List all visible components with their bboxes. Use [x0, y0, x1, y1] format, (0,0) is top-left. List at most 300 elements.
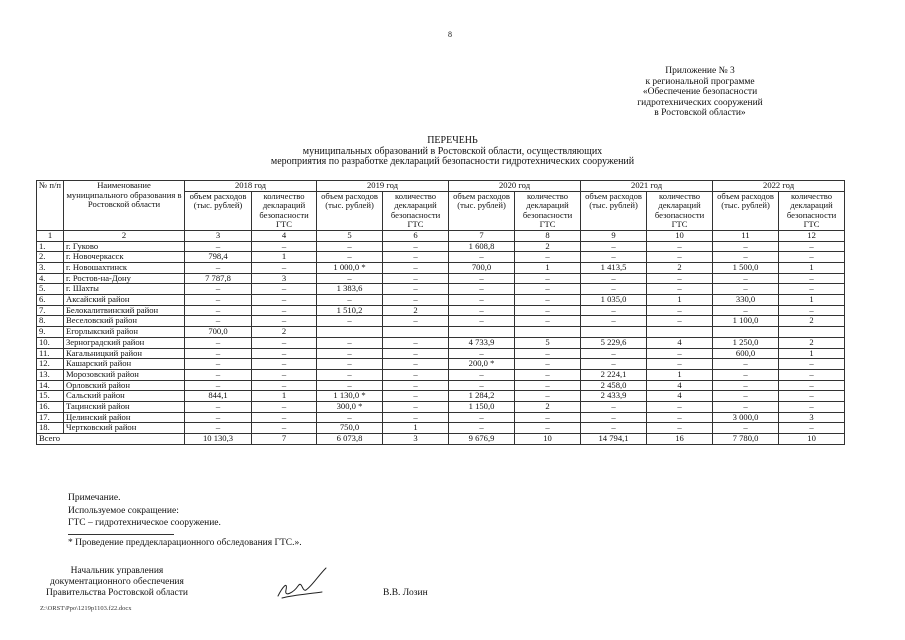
count-cell: –: [515, 369, 581, 380]
count-cell: –: [515, 391, 581, 402]
volume-cell: 1 100,0: [713, 316, 779, 327]
note-line: ГТС – гидротехническое сооружение.: [68, 518, 221, 528]
count-cell: –: [383, 284, 449, 295]
volume-cell: 300,0 *: [317, 401, 383, 412]
table-body: [37, 230, 845, 444]
column-number: 7: [449, 230, 515, 241]
count-cell: 2: [515, 241, 581, 252]
volume-cell: –: [449, 284, 515, 295]
volume-cell: –: [185, 359, 252, 370]
count-cell: –: [779, 241, 845, 252]
volume-cell: –: [713, 380, 779, 391]
volume-cell: –: [713, 423, 779, 434]
count-cell: 1: [779, 263, 845, 274]
count-cell: –: [647, 273, 713, 284]
municipality-name: г. Шахты: [64, 284, 185, 295]
volume-cell: 1 500,0: [713, 263, 779, 274]
appendix-header: [590, 66, 810, 119]
volume-cell: 844,1: [185, 391, 252, 402]
count-cell: –: [252, 316, 317, 327]
count-cell: 4: [647, 380, 713, 391]
footnote: * Проведение преддекларационного обследования ГТС.».: [68, 538, 302, 548]
table-row: [37, 316, 845, 327]
appendix-line: «Обеспечение безопасности: [642, 87, 758, 97]
column-number: 6: [383, 230, 449, 241]
total-volume: 6 073,8: [317, 434, 383, 445]
volume-cell: –: [185, 401, 252, 412]
header-year: 2018 год: [185, 181, 317, 192]
volume-cell: –: [581, 284, 647, 295]
volume-cell: 750,0: [317, 423, 383, 434]
count-cell: –: [515, 380, 581, 391]
row-number: 12.: [37, 359, 64, 370]
volume-cell: –: [581, 412, 647, 423]
municipality-name: Сальский район: [64, 391, 185, 402]
signatory-name: В.В. Лозин: [383, 588, 428, 598]
municipality-name: г. Гуково: [64, 241, 185, 252]
volume-cell: 4 733,9: [449, 337, 515, 348]
count-cell: –: [383, 380, 449, 391]
volume-cell: 3 000,0: [713, 412, 779, 423]
volume-cell: –: [185, 263, 252, 274]
signatory-line: Правительства Ростовской области: [46, 587, 188, 598]
municipality-name: Веселовский район: [64, 316, 185, 327]
count-cell: –: [252, 263, 317, 274]
volume-cell: –: [317, 241, 383, 252]
volume-cell: 1 608,8: [449, 241, 515, 252]
count-cell: –: [647, 412, 713, 423]
count-cell: 2: [779, 316, 845, 327]
count-cell: –: [252, 337, 317, 348]
total-volume: 9 676,9: [449, 434, 515, 445]
header-name: Наименование муниципального образования в Ростовской области: [64, 181, 185, 231]
municipality-name: Кашарский район: [64, 359, 185, 370]
signatory-block: [46, 566, 188, 598]
volume-cell: –: [581, 316, 647, 327]
count-cell: –: [383, 241, 449, 252]
volume-cell: –: [713, 273, 779, 284]
table-row: [37, 401, 845, 412]
count-cell: –: [779, 273, 845, 284]
note-line: Примечание.: [68, 493, 121, 503]
municipality-name: Тацинский район: [64, 401, 185, 412]
volume-cell: –: [713, 252, 779, 263]
count-cell: –: [383, 295, 449, 306]
header-year: 2021 год: [581, 181, 713, 192]
column-number: 9: [581, 230, 647, 241]
municipalities-table: [36, 180, 845, 445]
header-year: 2020 год: [449, 181, 581, 192]
column-number: 8: [515, 230, 581, 241]
volume-cell: –: [317, 412, 383, 423]
volume-cell: –: [581, 348, 647, 359]
volume-cell: –: [185, 337, 252, 348]
count-cell: –: [779, 391, 845, 402]
count-cell: –: [779, 305, 845, 316]
volume-cell: –: [449, 423, 515, 434]
total-count: 10: [515, 434, 581, 445]
row-number: 16.: [37, 401, 64, 412]
volume-cell: –: [185, 380, 252, 391]
header-year: 2019 год: [317, 181, 449, 192]
municipality-name: Орловский район: [64, 380, 185, 391]
count-cell: 1: [252, 391, 317, 402]
count-cell: –: [252, 305, 317, 316]
volume-cell: –: [317, 348, 383, 359]
count-cell: 1: [252, 252, 317, 263]
total-volume: 14 794,1: [581, 434, 647, 445]
count-cell: –: [779, 369, 845, 380]
count-cell: –: [515, 423, 581, 434]
count-cell: –: [252, 359, 317, 370]
signatory-line: документационного обеспечения: [50, 576, 184, 587]
volume-cell: –: [581, 305, 647, 316]
volume-cell: –: [317, 380, 383, 391]
total-count: 3: [383, 434, 449, 445]
handwritten-signature: [272, 562, 332, 604]
municipality-name: Зерноградский район: [64, 337, 185, 348]
volume-cell: 1 510,2: [317, 305, 383, 316]
total-row: [37, 434, 845, 445]
count-cell: –: [515, 316, 581, 327]
row-number: 1.: [37, 241, 64, 252]
column-number: 5: [317, 230, 383, 241]
header-number: № п/п: [37, 181, 64, 231]
row-number: 13.: [37, 369, 64, 380]
row-number: 14.: [37, 380, 64, 391]
header-volume: объем расходов (тыс. рублей): [317, 191, 383, 230]
table-row: [37, 327, 845, 338]
column-number: 1: [37, 230, 64, 241]
volume-cell: –: [713, 401, 779, 412]
volume-cell: –: [581, 273, 647, 284]
row-number: 10.: [37, 337, 64, 348]
volume-cell: –: [449, 348, 515, 359]
table-row: [37, 369, 845, 380]
table-row: [37, 263, 845, 274]
count-cell: 2: [515, 401, 581, 412]
count-cell: –: [515, 252, 581, 263]
header-count: количество деклараций безопасности ГТС: [252, 191, 317, 230]
row-number: 2.: [37, 252, 64, 263]
count-cell: –: [252, 401, 317, 412]
count-cell: 1: [383, 423, 449, 434]
header-count: количество деклараций безопасности ГТС: [383, 191, 449, 230]
count-cell: 4: [647, 391, 713, 402]
table-row: [37, 348, 845, 359]
volume-cell: –: [449, 380, 515, 391]
volume-cell: –: [449, 252, 515, 263]
column-number: 10: [647, 230, 713, 241]
municipality-name: г. Новошахтинск: [64, 263, 185, 274]
header-volume: объем расходов (тыс. рублей): [185, 191, 252, 230]
count-cell: –: [515, 359, 581, 370]
volume-cell: 7 787,8: [185, 273, 252, 284]
header-volume: объем расходов (тыс. рублей): [713, 191, 779, 230]
total-count: 10: [779, 434, 845, 445]
count-cell: 2: [252, 327, 317, 338]
volume-cell: –: [185, 284, 252, 295]
note-line: Используемое сокращение:: [68, 505, 179, 516]
count-cell: –: [647, 316, 713, 327]
total-count: 7: [252, 434, 317, 445]
volume-cell: –: [713, 305, 779, 316]
count-cell: –: [647, 423, 713, 434]
table-row: [37, 273, 845, 284]
volume-cell: –: [317, 295, 383, 306]
column-number: 11: [713, 230, 779, 241]
count-cell: –: [252, 241, 317, 252]
count-cell: 3: [252, 273, 317, 284]
table-row: [37, 295, 845, 306]
header-volume: объем расходов (тыс. рублей): [581, 191, 647, 230]
total-volume: 7 780,0: [713, 434, 779, 445]
volume-cell: –: [185, 295, 252, 306]
municipality-name: г. Ростов-на-Дону: [64, 273, 185, 284]
volume-cell: 798,4: [185, 252, 252, 263]
municipality-name: Белокалитвинский район: [64, 305, 185, 316]
count-cell: –: [383, 348, 449, 359]
volume-cell: –: [581, 401, 647, 412]
appendix-line: гидротехнических сооружений: [637, 97, 763, 108]
row-number: 11.: [37, 348, 64, 359]
header-year: 2022 год: [713, 181, 845, 192]
volume-cell: –: [185, 316, 252, 327]
file-path: Z:\ORST\Ppo\1219p1103.f22.docx: [40, 605, 132, 612]
row-number: 5.: [37, 284, 64, 295]
volume-cell: 2 224,1: [581, 369, 647, 380]
count-cell: –: [779, 359, 845, 370]
footnote-divider: [68, 534, 174, 535]
count-cell: 1: [779, 295, 845, 306]
count-cell: 1: [647, 369, 713, 380]
signatory-line: Начальник управления: [70, 566, 164, 576]
volume-cell: –: [317, 359, 383, 370]
volume-cell: –: [713, 391, 779, 402]
count-cell: –: [383, 369, 449, 380]
municipality-name: Чертковский район: [64, 423, 185, 434]
count-cell: –: [515, 284, 581, 295]
count-cell: –: [647, 348, 713, 359]
table-row: [37, 412, 845, 423]
document-title: [0, 136, 905, 168]
total-label: Всего: [37, 434, 185, 445]
count-cell: –: [647, 359, 713, 370]
volume-cell: –: [317, 369, 383, 380]
volume-cell: –: [581, 359, 647, 370]
count-cell: –: [515, 295, 581, 306]
total-volume: 10 130,3: [185, 434, 252, 445]
count-cell: 1: [779, 348, 845, 359]
column-number: 4: [252, 230, 317, 241]
count-cell: –: [252, 348, 317, 359]
volume-cell: 600,0: [713, 348, 779, 359]
volume-cell: 700,0: [449, 263, 515, 274]
volume-cell: 1 250,0: [713, 337, 779, 348]
count-cell: 3: [779, 412, 845, 423]
volume-cell: 1 383,6: [317, 284, 383, 295]
count-cell: –: [383, 359, 449, 370]
volume-cell: [449, 327, 515, 338]
count-cell: –: [647, 401, 713, 412]
volume-cell: –: [317, 316, 383, 327]
count-cell: 2: [383, 305, 449, 316]
count-cell: –: [383, 391, 449, 402]
municipality-name: Целинский район: [64, 412, 185, 423]
volume-cell: 700,0: [185, 327, 252, 338]
count-cell: –: [383, 263, 449, 274]
municipality-name: Морозовский район: [64, 369, 185, 380]
row-number: 3.: [37, 263, 64, 274]
count-cell: –: [779, 252, 845, 263]
count-cell: –: [515, 273, 581, 284]
row-number: 8.: [37, 316, 64, 327]
volume-cell: –: [713, 359, 779, 370]
volume-cell: –: [713, 241, 779, 252]
volume-cell: –: [185, 305, 252, 316]
volume-cell: [713, 327, 779, 338]
count-cell: –: [383, 252, 449, 263]
volume-cell: –: [449, 305, 515, 316]
row-number: 18.: [37, 423, 64, 434]
count-cell: [515, 327, 581, 338]
table-row: [37, 305, 845, 316]
volume-cell: –: [713, 369, 779, 380]
volume-cell: –: [449, 369, 515, 380]
header-count: количество деклараций безопасности ГТС: [515, 191, 581, 230]
count-cell: –: [779, 380, 845, 391]
count-cell: –: [515, 305, 581, 316]
appendix-line: к региональной программе: [645, 76, 755, 87]
count-cell: [647, 327, 713, 338]
count-cell: –: [252, 423, 317, 434]
volume-cell: –: [317, 273, 383, 284]
column-number: 3: [185, 230, 252, 241]
appendix-line: Приложение № 3: [665, 66, 735, 76]
table-row: [37, 241, 845, 252]
count-cell: [383, 327, 449, 338]
count-cell: –: [779, 401, 845, 412]
municipality-name: Аксайский район: [64, 295, 185, 306]
count-cell: –: [252, 380, 317, 391]
row-number: 17.: [37, 412, 64, 423]
volume-cell: –: [449, 412, 515, 423]
title-line: ПЕРЕЧЕНЬ: [427, 135, 478, 146]
count-cell: –: [647, 305, 713, 316]
count-cell: 1: [647, 295, 713, 306]
volume-cell: 2 433,9: [581, 391, 647, 402]
table-row: [37, 337, 845, 348]
count-cell: 4: [647, 337, 713, 348]
volume-cell: 1 000,0 *: [317, 263, 383, 274]
column-number: 2: [64, 230, 185, 241]
count-cell: –: [515, 412, 581, 423]
volume-cell: –: [449, 295, 515, 306]
count-cell: 5: [515, 337, 581, 348]
volume-cell: –: [449, 273, 515, 284]
volume-cell: –: [185, 348, 252, 359]
count-cell: –: [383, 412, 449, 423]
count-cell: 1: [515, 263, 581, 274]
volume-cell: –: [449, 316, 515, 327]
volume-cell: –: [185, 423, 252, 434]
volume-cell: –: [581, 241, 647, 252]
count-cell: –: [647, 284, 713, 295]
count-cell: –: [252, 412, 317, 423]
volume-cell: 330,0: [713, 295, 779, 306]
table-row: [37, 380, 845, 391]
column-number-row: [37, 230, 845, 241]
volume-cell: 1 284,2: [449, 391, 515, 402]
count-cell: 2: [779, 337, 845, 348]
title-line: муниципальных образований в Ростовской области, осуществляющих: [302, 145, 603, 157]
volume-cell: –: [581, 423, 647, 434]
count-cell: 2: [647, 263, 713, 274]
row-number: 7.: [37, 305, 64, 316]
row-number: 6.: [37, 295, 64, 306]
table-row: [37, 391, 845, 402]
volume-cell: –: [317, 337, 383, 348]
municipality-name: Егорлыкский район: [64, 327, 185, 338]
count-cell: –: [383, 401, 449, 412]
total-count: 16: [647, 434, 713, 445]
appendix-line: в Ростовской области»: [654, 108, 746, 118]
notes: [68, 492, 221, 530]
count-cell: –: [252, 295, 317, 306]
volume-cell: 1 413,5: [581, 263, 647, 274]
count-cell: –: [515, 348, 581, 359]
page-number: 8: [448, 30, 452, 39]
table-row: [37, 252, 845, 263]
volume-cell: –: [581, 252, 647, 263]
count-cell: –: [647, 241, 713, 252]
row-number: 15.: [37, 391, 64, 402]
volume-cell: [581, 327, 647, 338]
header-volume: объем расходов (тыс. рублей): [449, 191, 515, 230]
count-cell: –: [383, 273, 449, 284]
volume-cell: –: [185, 241, 252, 252]
column-number: 12: [779, 230, 845, 241]
municipality-name: г. Новочеркасск: [64, 252, 185, 263]
volume-cell: 1 150,0: [449, 401, 515, 412]
volume-cell: –: [713, 284, 779, 295]
header-count: количество деклараций безопасности ГТС: [647, 191, 713, 230]
volume-cell: –: [185, 369, 252, 380]
table-row: [37, 284, 845, 295]
count-cell: –: [647, 252, 713, 263]
count-cell: [779, 327, 845, 338]
volume-cell: –: [317, 252, 383, 263]
volume-cell: 1 035,0: [581, 295, 647, 306]
volume-cell: 200,0 *: [449, 359, 515, 370]
table-row: [37, 423, 845, 434]
volume-cell: 5 229,6: [581, 337, 647, 348]
volume-cell: 1 130,0 *: [317, 391, 383, 402]
count-cell: –: [383, 316, 449, 327]
count-cell: –: [252, 284, 317, 295]
table-row: [37, 359, 845, 370]
title-line: мероприятия по разработке деклараций безопасности гидротехнических сооружений: [270, 156, 635, 167]
header-count: количество деклараций безопасности ГТС: [779, 191, 845, 230]
count-cell: –: [779, 284, 845, 295]
row-number: 4.: [37, 273, 64, 284]
municipality-name: Кагальницкий район: [64, 348, 185, 359]
volume-cell: [317, 327, 383, 338]
count-cell: –: [383, 337, 449, 348]
row-number: 9.: [37, 327, 64, 338]
volume-cell: –: [185, 412, 252, 423]
count-cell: –: [252, 369, 317, 380]
